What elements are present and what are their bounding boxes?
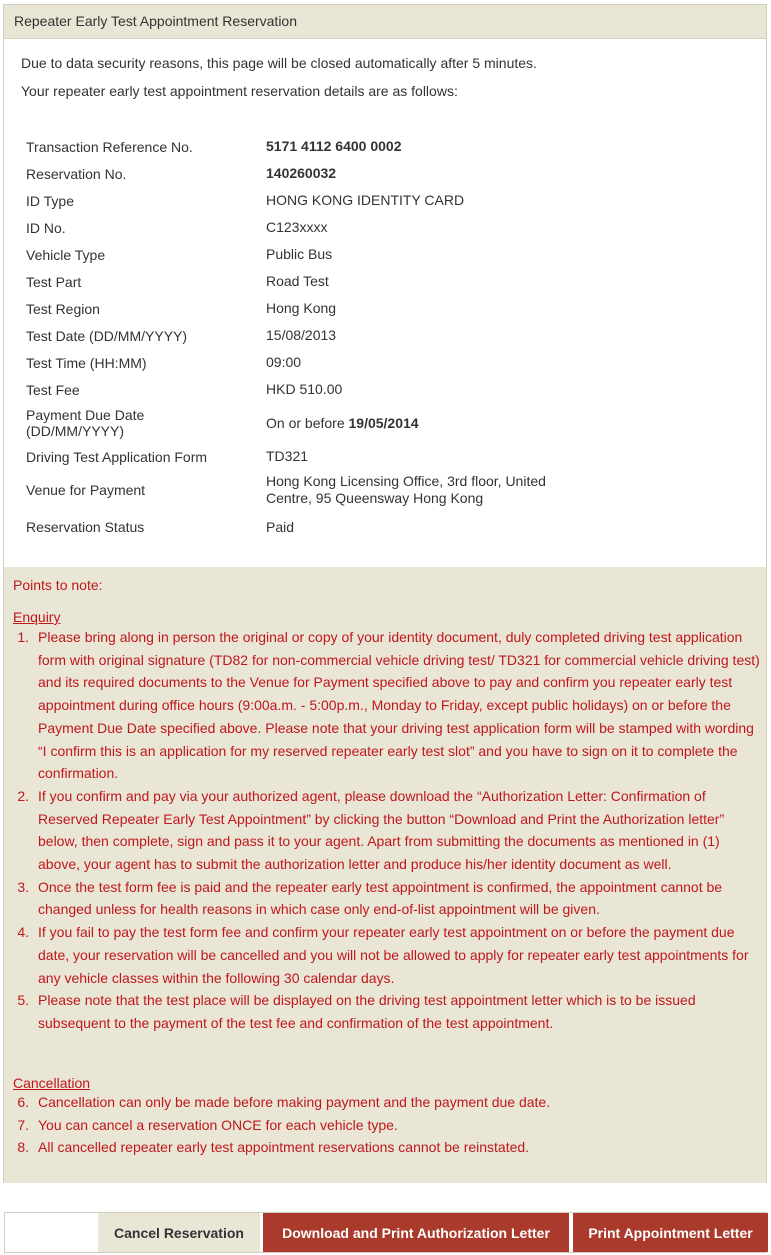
detail-value: HKD 510.00 bbox=[266, 381, 343, 397]
detail-row-test-time bbox=[26, 349, 726, 376]
intro-text bbox=[21, 49, 537, 105]
list-item: 4. If you fail to pay the test form fee and confirm your repeater early test appointment on or before the payment due date, your reservation will be cancelled and you will not be allowed to apply for repeater early test appointments for any vehicle classes within the following 30 calendar days. bbox=[17, 924, 749, 986]
detail-value: Paid bbox=[266, 518, 295, 535]
points-to-note bbox=[4, 567, 766, 1183]
download-authorization-letter-button[interactable]: Download and Print Authorization Letter bbox=[263, 1213, 569, 1252]
detail-row-id-no bbox=[26, 214, 726, 241]
reservation-panel bbox=[3, 4, 767, 1183]
detail-row-transaction-ref bbox=[26, 133, 726, 160]
detail-label: ID Type bbox=[26, 192, 74, 209]
panel-title: Repeater Early Test Appointment Reservation bbox=[4, 5, 766, 39]
payment-due-label: Payment Due Date bbox=[26, 407, 145, 423]
detail-row-id-type bbox=[26, 187, 726, 214]
detail-value bbox=[266, 415, 576, 432]
detail-label: Test Date (DD/MM/YYYY) bbox=[26, 327, 188, 344]
detail-value: HONG KONG IDENTITY CARD bbox=[266, 192, 465, 208]
detail-value: Hong Kong bbox=[266, 300, 337, 316]
venue-line-2: Centre, 95 Queensway Hong Kong bbox=[266, 490, 484, 506]
list-item: 7. You can cancel a reservation ONCE for each vehicle type. bbox=[17, 1116, 398, 1133]
detail-label: Reservation Status bbox=[26, 519, 145, 535]
cancel-reservation-button[interactable]: Cancel Reservation bbox=[98, 1213, 260, 1252]
payment-due-format: (DD/MM/YYYY) bbox=[26, 423, 124, 439]
detail-value: 140260032 bbox=[266, 165, 337, 181]
list-item: 8. All cancelled repeater early test appointment reservations cannot be reinstated. bbox=[17, 1139, 530, 1156]
detail-row-vehicle-type bbox=[26, 241, 726, 268]
detail-row-reservation-no bbox=[26, 160, 726, 187]
details-intro: Your repeater early test appointment reservation details are as follows: bbox=[21, 83, 458, 99]
security-notice: Due to data security reasons, this page will be closed automatically after 5 minutes. bbox=[21, 55, 537, 71]
list-item: 2. If you confirm and pay via your authorized agent, please download the “Authorization Letter: Confirmation of Reserved Repeater Early Test Appointment” by clicking the button “Download and Print the Authorization letter” below, then complete, sign and pass it to your agent. Apart from submitting the documents as mentioned in (1) above, your agent has to submit the authorization letter and produce his/her identity document as well. bbox=[17, 787, 725, 873]
reservation-details bbox=[26, 133, 726, 544]
payment-due-prefix: On or before bbox=[266, 414, 345, 431]
list-item: 3. Once the test form fee is paid and the repeater early test appointment is confirmed, the appointment cannot be changed unless for health reasons in which case only end-of-list appointment will be given. bbox=[17, 878, 723, 918]
detail-row-application-form bbox=[26, 443, 726, 470]
detail-label: Test Fee bbox=[26, 381, 80, 398]
detail-label: Driving Test Application Form bbox=[26, 448, 208, 465]
detail-label: Test Time (HH:MM) bbox=[26, 354, 147, 371]
detail-row-test-fee bbox=[26, 376, 726, 403]
detail-label: Reservation No. bbox=[26, 165, 127, 182]
detail-row-test-part bbox=[26, 268, 726, 295]
detail-value: Road Test bbox=[266, 273, 329, 289]
detail-label: Venue for Payment bbox=[26, 482, 146, 498]
detail-row-test-date bbox=[26, 322, 726, 349]
detail-row-payment-due bbox=[26, 403, 726, 443]
detail-label: Vehicle Type bbox=[26, 246, 106, 263]
list-item: 5. Please note that the test place will be displayed on the driving test appointment letter which is to be issued subsequent to the payment of the test fee and confirmation of the test appointment. bbox=[17, 992, 696, 1031]
detail-label: Test Part bbox=[26, 273, 82, 290]
enquiry-heading: Enquiry bbox=[13, 609, 61, 625]
detail-row-test-region bbox=[26, 295, 726, 322]
detail-row-venue bbox=[26, 470, 726, 510]
notes-title: Points to note: bbox=[13, 577, 103, 593]
detail-label: Transaction Reference No. bbox=[26, 138, 193, 155]
venue-line-1: Hong Kong Licensing Office, 3rd floor, United bbox=[266, 473, 546, 489]
payment-due-date: 19/05/2014 bbox=[348, 414, 419, 431]
detail-value: 5171 4112 6400 0002 bbox=[266, 138, 402, 154]
detail-value: 15/08/2013 bbox=[266, 327, 337, 343]
detail-value: TD321 bbox=[266, 448, 309, 464]
action-bar bbox=[4, 1212, 767, 1253]
detail-row-status bbox=[26, 510, 726, 544]
cancellation-heading: Cancellation bbox=[13, 1075, 91, 1091]
detail-label: ID No. bbox=[26, 219, 66, 236]
detail-label bbox=[26, 407, 266, 439]
detail-value: C123xxxx bbox=[266, 219, 328, 235]
detail-label: Test Region bbox=[26, 300, 100, 317]
detail-value: 09:00 bbox=[266, 354, 302, 370]
detail-value: Public Bus bbox=[266, 246, 333, 262]
list-item: 6. Cancellation can only be made before making payment and the payment due date. bbox=[17, 1094, 551, 1110]
list-item: 1. Please bring along in person the original or copy of your identity document, duly completed driving test application form with original signature (TD82 for non-commercial vehicle driving test/ TD321 for commercial vehicle driving test) and its required documents to the Venue for Payment specified above to pay and confirm you repeater early test appointment during office hours (9:00a.m. - 5:00p.m., Monday to Friday, except public holidays) on or before the Payment Due Date specified above. Please note that your driving test application form will be stamped with wording “I confirm this is an application for my reserved repeater early test slot” and you have to sign on it to complete the confirmation. bbox=[17, 629, 760, 782]
print-appointment-letter-button[interactable]: Print Appointment Letter bbox=[573, 1213, 768, 1252]
cancellation-list bbox=[12, 1091, 762, 1159]
detail-value bbox=[266, 473, 576, 507]
enquiry-list bbox=[12, 626, 762, 1035]
